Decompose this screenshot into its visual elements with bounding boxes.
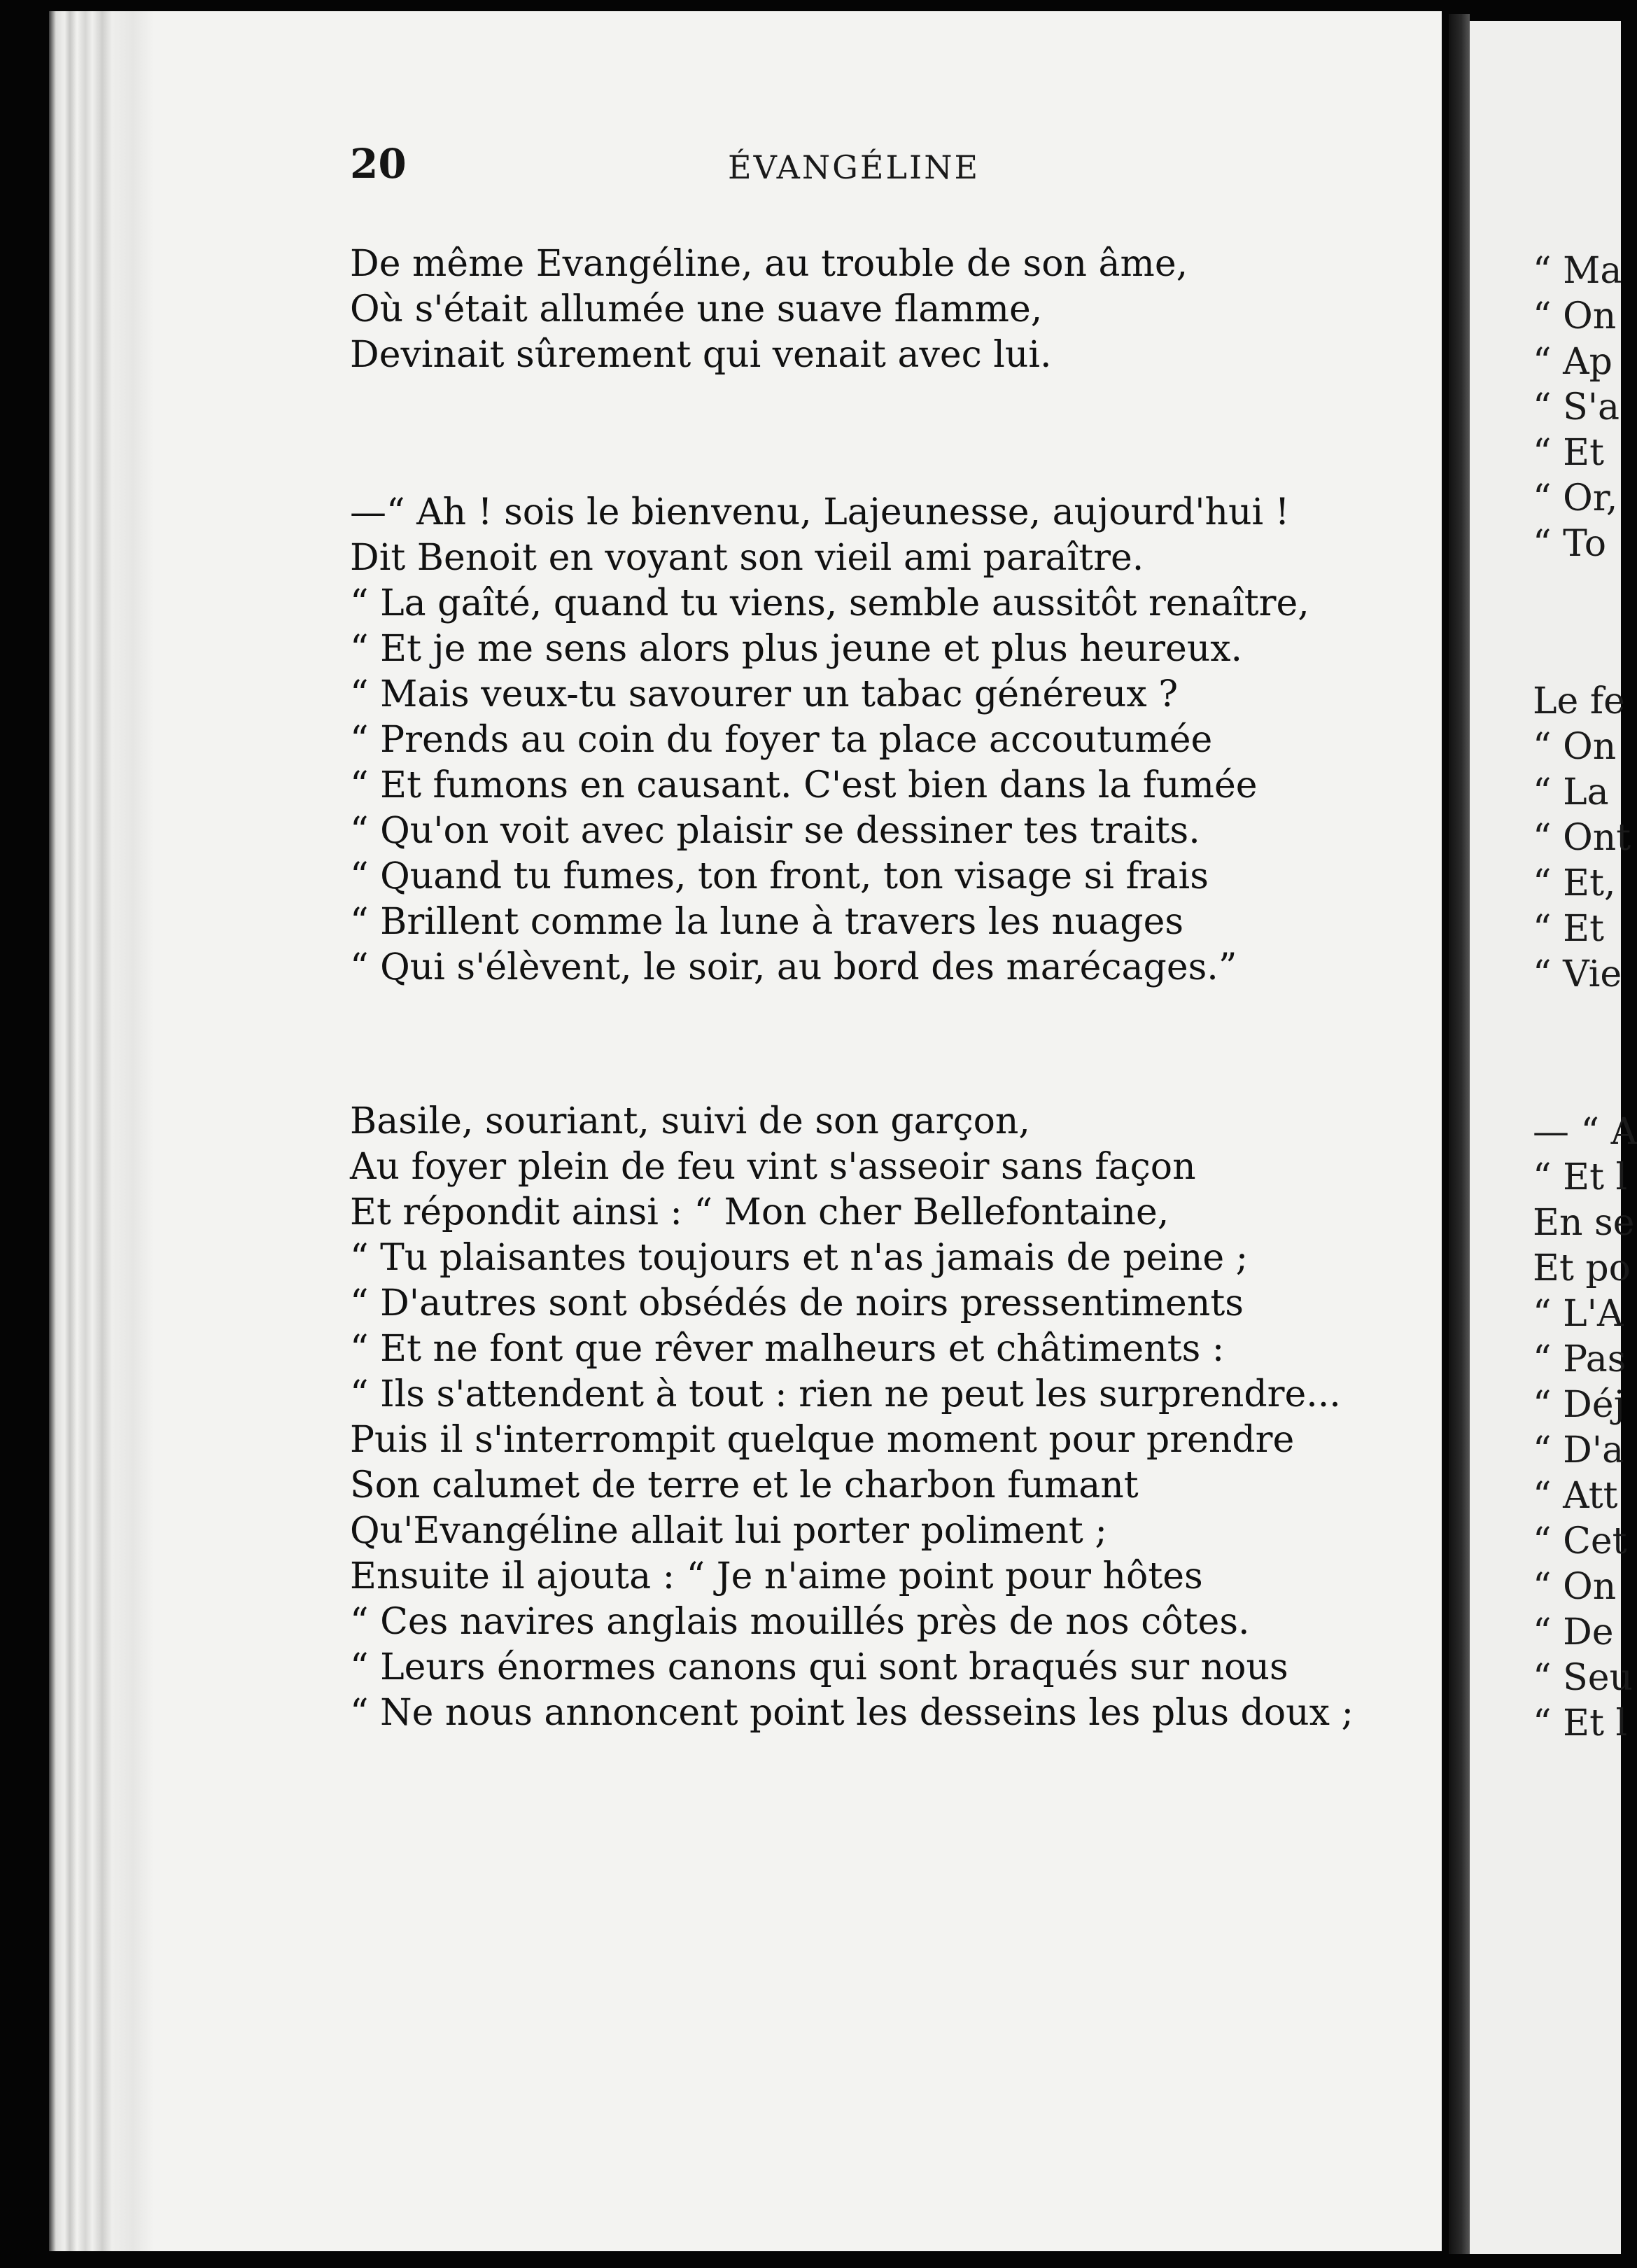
right-page-group-3 <box>1533 1110 1637 1746</box>
verse-line: “ Et ne font que rêver malheurs et châtiments : <box>350 1328 1225 1370</box>
verse-line: “ Leurs énormes canons qui sont braqués sur nous <box>350 1646 1288 1688</box>
cropped-line: “ On <box>1533 1566 1617 1608</box>
running-title: ÉVANGÉLINE <box>728 148 981 186</box>
cropped-line: “ To <box>1533 523 1607 565</box>
cropped-line: “ L'A <box>1533 1293 1624 1335</box>
verse-line: “ Qui s'élèvent, le soir, au bord des marécages.” <box>350 946 1237 988</box>
cropped-line: Et po <box>1533 1247 1631 1289</box>
stanza-3 <box>350 1099 1354 1736</box>
right-page-group-2 <box>1533 679 1631 997</box>
verse-line: Ensuite il ajouta : “ Je n'aime point pour hôtes <box>350 1555 1203 1597</box>
cropped-line: “ Or, <box>1533 477 1618 519</box>
cropped-line: “ Déj <box>1533 1384 1625 1426</box>
verse-line: Où s'était allumée une suave flamme, <box>350 288 1043 330</box>
book-binding-edge <box>49 11 154 2251</box>
cropped-line: “ Pas <box>1533 1338 1627 1380</box>
cropped-line: “ Et l <box>1533 1702 1628 1744</box>
stanza-1 <box>350 241 1188 378</box>
verse-line: “ La gaîté, quand tu viens, semble aussitôt renaître, <box>350 582 1309 624</box>
cropped-line: “ On <box>1533 295 1617 337</box>
verse-line: Son calumet de terre et le charbon fumant <box>350 1464 1139 1506</box>
cropped-line: “ D'a <box>1533 1429 1624 1471</box>
page-number: 20 <box>350 140 407 188</box>
cropped-line: “ Cet <box>1533 1520 1627 1562</box>
verse-line: “ Et je me sens alors plus jeune et plus heureux. <box>350 628 1243 670</box>
cropped-line: “ Et <box>1533 908 1604 950</box>
stanza-2 <box>350 490 1309 990</box>
page-gutter-shadow <box>1449 14 1470 2254</box>
verse-line: Et répondit ainsi : “ Mon cher Bellefontaine, <box>350 1191 1169 1233</box>
cropped-line: Le fe <box>1533 680 1625 722</box>
cropped-line: “ De <box>1533 1611 1614 1653</box>
right-page-group-1 <box>1533 248 1622 567</box>
verse-line: —“ Ah ! sois le bienvenu, Lajeunesse, aujourd'hui ! <box>350 491 1290 533</box>
cropped-line: “ La <box>1533 771 1609 813</box>
verse-line: “ Qu'on voit avec plaisir se dessiner tes traits. <box>350 810 1200 852</box>
cropped-line: “ Et <box>1533 432 1604 474</box>
verse-line: De même Evangéline, au trouble de son âme, <box>350 243 1188 285</box>
verse-line: “ Prends au coin du foyer ta place accoutumée <box>350 719 1213 761</box>
verse-line: “ Quand tu fumes, ton front, ton visage si frais <box>350 855 1209 897</box>
cropped-line: “ Et, <box>1533 862 1616 904</box>
verse-line: Puis il s'interrompit quelque moment pour prendre <box>350 1419 1295 1461</box>
cropped-line: “ S'a <box>1533 386 1620 428</box>
cropped-line: “ Att <box>1533 1475 1618 1517</box>
verse-line: “ Ils s'attendent à tout : rien ne peut les surprendre... <box>350 1373 1341 1415</box>
verse-line: “ Tu plaisantes toujours et n'as jamais de peine ; <box>350 1237 1249 1279</box>
verse-line: “ Ne nous annoncent point les desseins les plus doux ; <box>350 1692 1354 1734</box>
cropped-line: En se <box>1533 1202 1635 1244</box>
cropped-line: “ On <box>1533 726 1617 768</box>
verse-line: “ Mais veux-tu savourer un tabac généreux ? <box>350 673 1179 715</box>
cropped-line: “ Ont <box>1533 817 1631 859</box>
verse-line: Qu'Evangéline allait lui porter poliment ; <box>350 1510 1107 1552</box>
verse-line: Au foyer plein de feu vint s'asseoir sans façon <box>350 1146 1196 1188</box>
cropped-line: “ Vie <box>1533 953 1622 995</box>
cropped-line: “ Ma <box>1533 250 1622 292</box>
verse-line: Devinait sûrement qui venait avec lui. <box>350 334 1052 376</box>
cropped-line: — “ A <box>1533 1111 1637 1153</box>
page-header <box>350 140 1358 196</box>
cropped-line: “ Ap <box>1533 341 1613 383</box>
cropped-line: “ Et l <box>1533 1156 1628 1198</box>
verse-line: “ Brillent comme la lune à travers les nuages <box>350 901 1184 943</box>
cropped-line: “ Seu <box>1533 1657 1633 1699</box>
verse-line: Basile, souriant, suivi de son garçon, <box>350 1100 1030 1142</box>
verse-line: “ Ces navires anglais mouillés près de nos côtes. <box>350 1601 1250 1643</box>
verse-line: “ D'autres sont obsédés de noirs pressentiments <box>350 1282 1244 1324</box>
verse-line: Dit Benoit en voyant son vieil ami paraître. <box>350 537 1144 579</box>
verse-line: “ Et fumons en causant. C'est bien dans la fumée <box>350 764 1258 806</box>
